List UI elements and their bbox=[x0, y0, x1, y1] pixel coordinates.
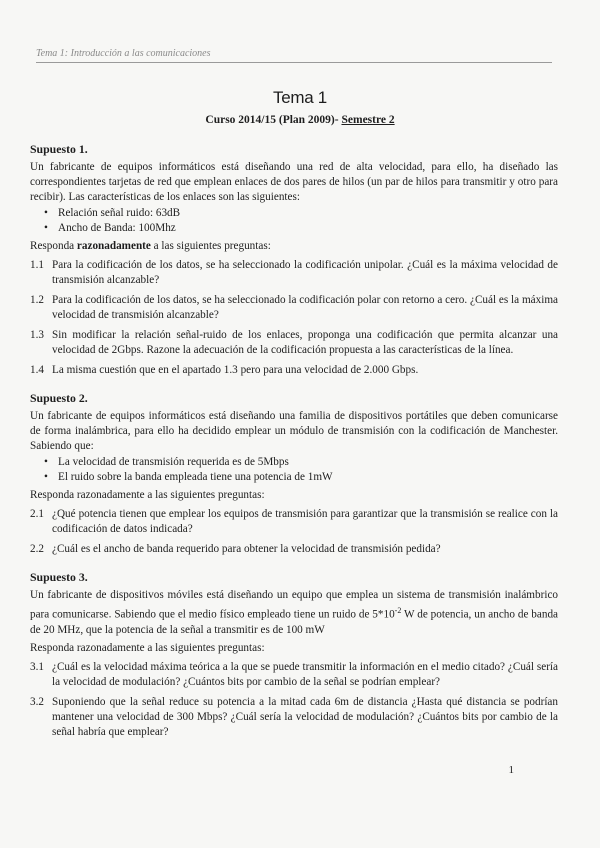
supuesto-2-instructions: Responda razonadamente a las siguientes preguntas: bbox=[30, 489, 265, 501]
question-text: ¿Cuál es la velocidad máxima teórica a la que se puede transmitir la información en el medio citado? ¿Cuál sería la velocidad de modulación? ¿Cuántos bits por cambio de la señal se podrían emplear? bbox=[52, 660, 558, 688]
question-text: ¿Cuál es el ancho de banda requerido para obtener la velocidad de transmisión pedida? bbox=[52, 543, 441, 555]
question-number: 1.1 bbox=[30, 259, 44, 271]
question-item bbox=[30, 258, 558, 288]
supuesto-1-title: Supuesto 1. bbox=[30, 142, 88, 156]
question-text: ¿Qué potencia tienen que emplear los equipos de transmisión para garantizar que la transmisión se realice con la codificación de datos indicada? bbox=[52, 508, 558, 535]
question-number: 1.3 bbox=[30, 329, 44, 341]
supuesto-3-title: Supuesto 3. bbox=[30, 570, 88, 584]
running-header: Tema 1: Introducción a las comunicaciones bbox=[36, 48, 552, 63]
question-number: 2.1 bbox=[30, 508, 44, 520]
supuesto-1-instructions bbox=[30, 239, 558, 254]
question-item bbox=[30, 363, 558, 378]
course-text: Curso 2014/15 (Plan 2009)- bbox=[205, 114, 342, 126]
question-text: La misma cuestión que en el apartado 1.3 pero para una velocidad de 2.000 Gbps. bbox=[52, 364, 419, 376]
intro-text: Un fabricante de dispositivos móviles está diseñando un equipo que emplea un sistema de transmisión inalámbrico para comunicarse. Sabiendo que el medio físico empleado tiene un ruido de 5*10 bbox=[30, 589, 558, 621]
instr-text: Responda bbox=[30, 240, 77, 252]
question-number: 2.2 bbox=[30, 543, 44, 555]
question-item bbox=[30, 660, 558, 690]
question-number: 1.4 bbox=[30, 364, 44, 376]
question-item bbox=[30, 695, 558, 740]
question-item bbox=[30, 328, 558, 358]
instr-emphasis: razonadamente bbox=[76, 240, 151, 252]
list-item: • La velocidad de transmisión requerida es de 5Mbps bbox=[30, 455, 558, 470]
list-item: • Relación señal ruido: 63dB bbox=[30, 206, 558, 221]
question-number: 3.2 bbox=[30, 695, 44, 708]
question-item bbox=[30, 542, 558, 557]
list-item: • Ancho de Banda: 100Mhz bbox=[30, 221, 558, 236]
page-number: 1 bbox=[508, 764, 514, 776]
document-body bbox=[30, 138, 558, 745]
supuesto-3-intro bbox=[30, 588, 558, 638]
question-text: Suponiendo que la señal reduce su potencia a la mitad cada 6m de distancia ¿Hasta qué distancia se podrían mantener una velocidad de 300 Mbps? ¿Cuál sería la velocidad de modulación? ¿Cuántos bits por cambio de la señal habría que emplear? bbox=[52, 695, 558, 738]
list-item: • El ruido sobre la banda empleada tiene una potencia de 1mW bbox=[30, 470, 558, 485]
course-line bbox=[0, 114, 600, 126]
supuesto-3-instructions: Responda razonadamente a las siguientes preguntas: bbox=[30, 641, 265, 654]
supuesto-1-intro: Un fabricante de equipos informáticos está diseñando una red de alta velocidad, para ello, ha diseñado las correspondientes tarjetas de red que emplean enlaces de dos pares de hilos (un par de hilos para transmitir y otro para recibir). Las características de los enlaces son las siguientes: bbox=[30, 161, 558, 203]
question-text: Para la codificación de los datos, se ha seleccionado la codificación polar con retorno a cero. ¿Cuál es la máxima velocidad de transmisión alcanzable? bbox=[52, 294, 558, 321]
supuesto-2-intro: Un fabricante de equipos informáticos está diseñando una familia de dispositivos portátiles que deben comunicarse de forma inalámbrica, para ello ha decidido emplear un módulo de transmisión con la codificación de Manchester. Sabiendo que: bbox=[30, 410, 558, 452]
question-number: 3.1 bbox=[30, 660, 44, 673]
instr-text: a las siguientes preguntas: bbox=[150, 240, 271, 252]
exponent: -2 bbox=[394, 606, 402, 615]
question-text: Sin modificar la relación señal-ruido de los enlaces, proponga una codificación que permita alcanzar una velocidad de 2Gbps. Razone la adecuación de la codificación propuesta a las características de la línea. bbox=[52, 329, 558, 356]
question-item bbox=[30, 507, 558, 537]
page-title: Tema 1 bbox=[273, 88, 327, 107]
supuesto-2-title: Supuesto 2. bbox=[30, 391, 88, 405]
question-number: 1.2 bbox=[30, 294, 44, 306]
supuesto-2-bullets bbox=[30, 455, 558, 485]
question-item bbox=[30, 293, 558, 323]
question-text: Para la codificación de los datos, se ha seleccionado la codificación unipolar. ¿Cuál es la máxima velocidad de transmisión alcanzable? bbox=[52, 259, 558, 286]
supuesto-1-bullets bbox=[30, 206, 558, 236]
intro-text: W de potencia, un ancho de banda de 20 MHz, que la potencia de la señal a transmitir es de 100 mW bbox=[30, 608, 559, 636]
semester-text: Semestre 2 bbox=[341, 114, 395, 126]
